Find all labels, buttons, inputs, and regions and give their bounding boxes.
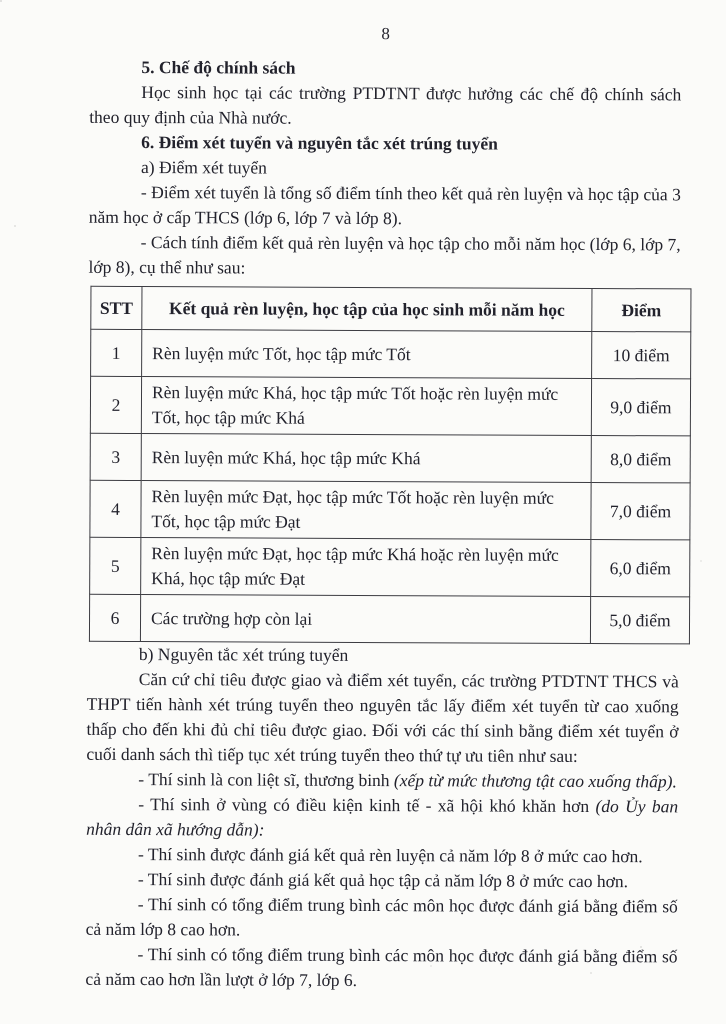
cell-stt: 5 — [90, 537, 141, 594]
section-5-heading: 5. Chế độ chính sách — [141, 57, 296, 78]
table-row — [89, 594, 689, 644]
table-row — [90, 376, 690, 436]
priority-item-text: - Thí sinh có tổng điểm trung bình các môn học được đánh giá bằng điểm số cả năm lớp 8 cao hơn. — [85, 894, 678, 940]
priority-item-italic: (do Ủy ban nhân dân xã hướng dẫn): — [86, 796, 679, 840]
priority-item-text: - Thí sinh được đánh giá kết quả rèn luyện cả năm lớp 8 ở mức cao hơn. — [137, 844, 643, 867]
priority-item-text: - Thí sinh được đánh giá kết quả học tập cả năm lớp 8 ở mức cao hơn. — [137, 869, 629, 892]
priority-item-3 — [86, 842, 678, 870]
score-table — [89, 286, 692, 645]
cell-score: 10 điểm — [592, 331, 691, 378]
priority-item-2 — [86, 792, 678, 845]
admission-principle-para: Căn cứ chỉ tiêu được giao và điểm xét tuyển, các trường PTDTNT THCS và THPT tiến hành xét trúng tuyển theo nguyên tắc lấy điểm xét tuyển từ cao xuống thấp cho đến khi đủ chỉ tiêu được giao. Đối với các thí sinh bằng điểm xét tuyển ở cuối danh sách thì tiếp tục xét trúng tuyển theo thứ tự ưu tiên như sau: — [86, 669, 679, 766]
cell-score: 5,0 điểm — [590, 596, 689, 643]
cell-stt: 1 — [91, 329, 142, 376]
cell-stt: 4 — [90, 480, 141, 537]
priority-item-6 — [85, 942, 677, 995]
cell-score: 8,0 điểm — [591, 435, 690, 482]
cell-score: 9,0 điểm — [591, 378, 690, 435]
cell-stt: 2 — [90, 376, 141, 433]
cell-score: 7,0 điểm — [591, 482, 690, 539]
priority-item-5 — [86, 892, 678, 945]
sub-a-heading: a) Điểm xét tuyển — [140, 157, 267, 178]
cell-stt: 6 — [89, 594, 140, 641]
cell-result: Các trường hợp còn lại — [140, 595, 590, 644]
priority-item-text: - Thí sinh là con liệt sĩ, thương binh — [138, 769, 394, 791]
table-row — [90, 433, 690, 483]
priority-item-text: - Thí sinh ở vùng có điều kiện kinh tế - xã hội khó khăn hơn — [138, 794, 596, 817]
cell-score: 6,0 điểm — [591, 539, 690, 596]
table-row — [90, 480, 690, 540]
admission-score-para-2: - Cách tính điểm kết quả rèn luyện và học tập cho mỗi năm học (lớp 6, lớp 7, lớp 8), cụ thể như sau: — [88, 232, 681, 278]
cell-stt: 3 — [90, 433, 141, 480]
header-stt: STT — [91, 286, 142, 329]
priority-item-italic: (xếp từ mức thương tật cao xuống thấp). — [393, 770, 677, 792]
cell-result: Rèn luyện mức Đạt, học tập mức Khá hoặc rèn luyện mức Khá, học tập mức Đạt — [141, 538, 591, 597]
cell-result: Rèn luyện mức Tốt, học tập mức Tốt — [142, 330, 592, 379]
cell-result: Rèn luyện mức Khá, học tập mức Tốt hoặc rèn luyện mức Tốt, học tập mức Khá — [141, 377, 591, 436]
score-table-head — [91, 286, 691, 332]
score-table-header-row — [91, 286, 691, 332]
score-table-body — [89, 329, 690, 644]
page-number: 8 — [381, 24, 390, 44]
header-score: Điểm — [592, 288, 691, 331]
sub-b-heading: b) Nguyên tắc xét trúng tuyển — [138, 644, 349, 665]
cell-result: Rèn luyện mức Khá, học tập mức Khá — [141, 434, 591, 483]
header-result: Kết quả rèn luyện, học tập của học sinh mỗi năm học — [142, 287, 592, 332]
priority-item-text: - Thí sinh có tổng điểm trung bình các môn học được đánh giá bằng điểm số cả năm cao hơn lần lượt ở lớp 7, lớp 6. — [85, 944, 678, 990]
priority-item-1 — [86, 767, 678, 795]
section-5-body: Học sinh học tại các trường PTDTNT được hưởng các chế độ chính sách theo quy định của Nhà nước. — [89, 82, 682, 128]
cell-result: Rèn luyện mức Đạt, học tập mức Tốt hoặc rèn luyện mức Tốt, học tập mức Đạt — [141, 481, 591, 540]
table-row — [90, 537, 690, 597]
priority-item-4 — [86, 867, 678, 895]
admission-score-para-1: - Điểm xét tuyển là tổng số điểm tính theo kết quả rèn luyện và học tập của 3 năm học ở cấp THCS (lớp 6, lớp 7 và lớp 8). — [88, 182, 681, 229]
table-row — [91, 329, 691, 379]
section-6-heading: 6. Điểm xét tuyển và nguyên tắc xét trúng tuyển — [141, 132, 498, 154]
